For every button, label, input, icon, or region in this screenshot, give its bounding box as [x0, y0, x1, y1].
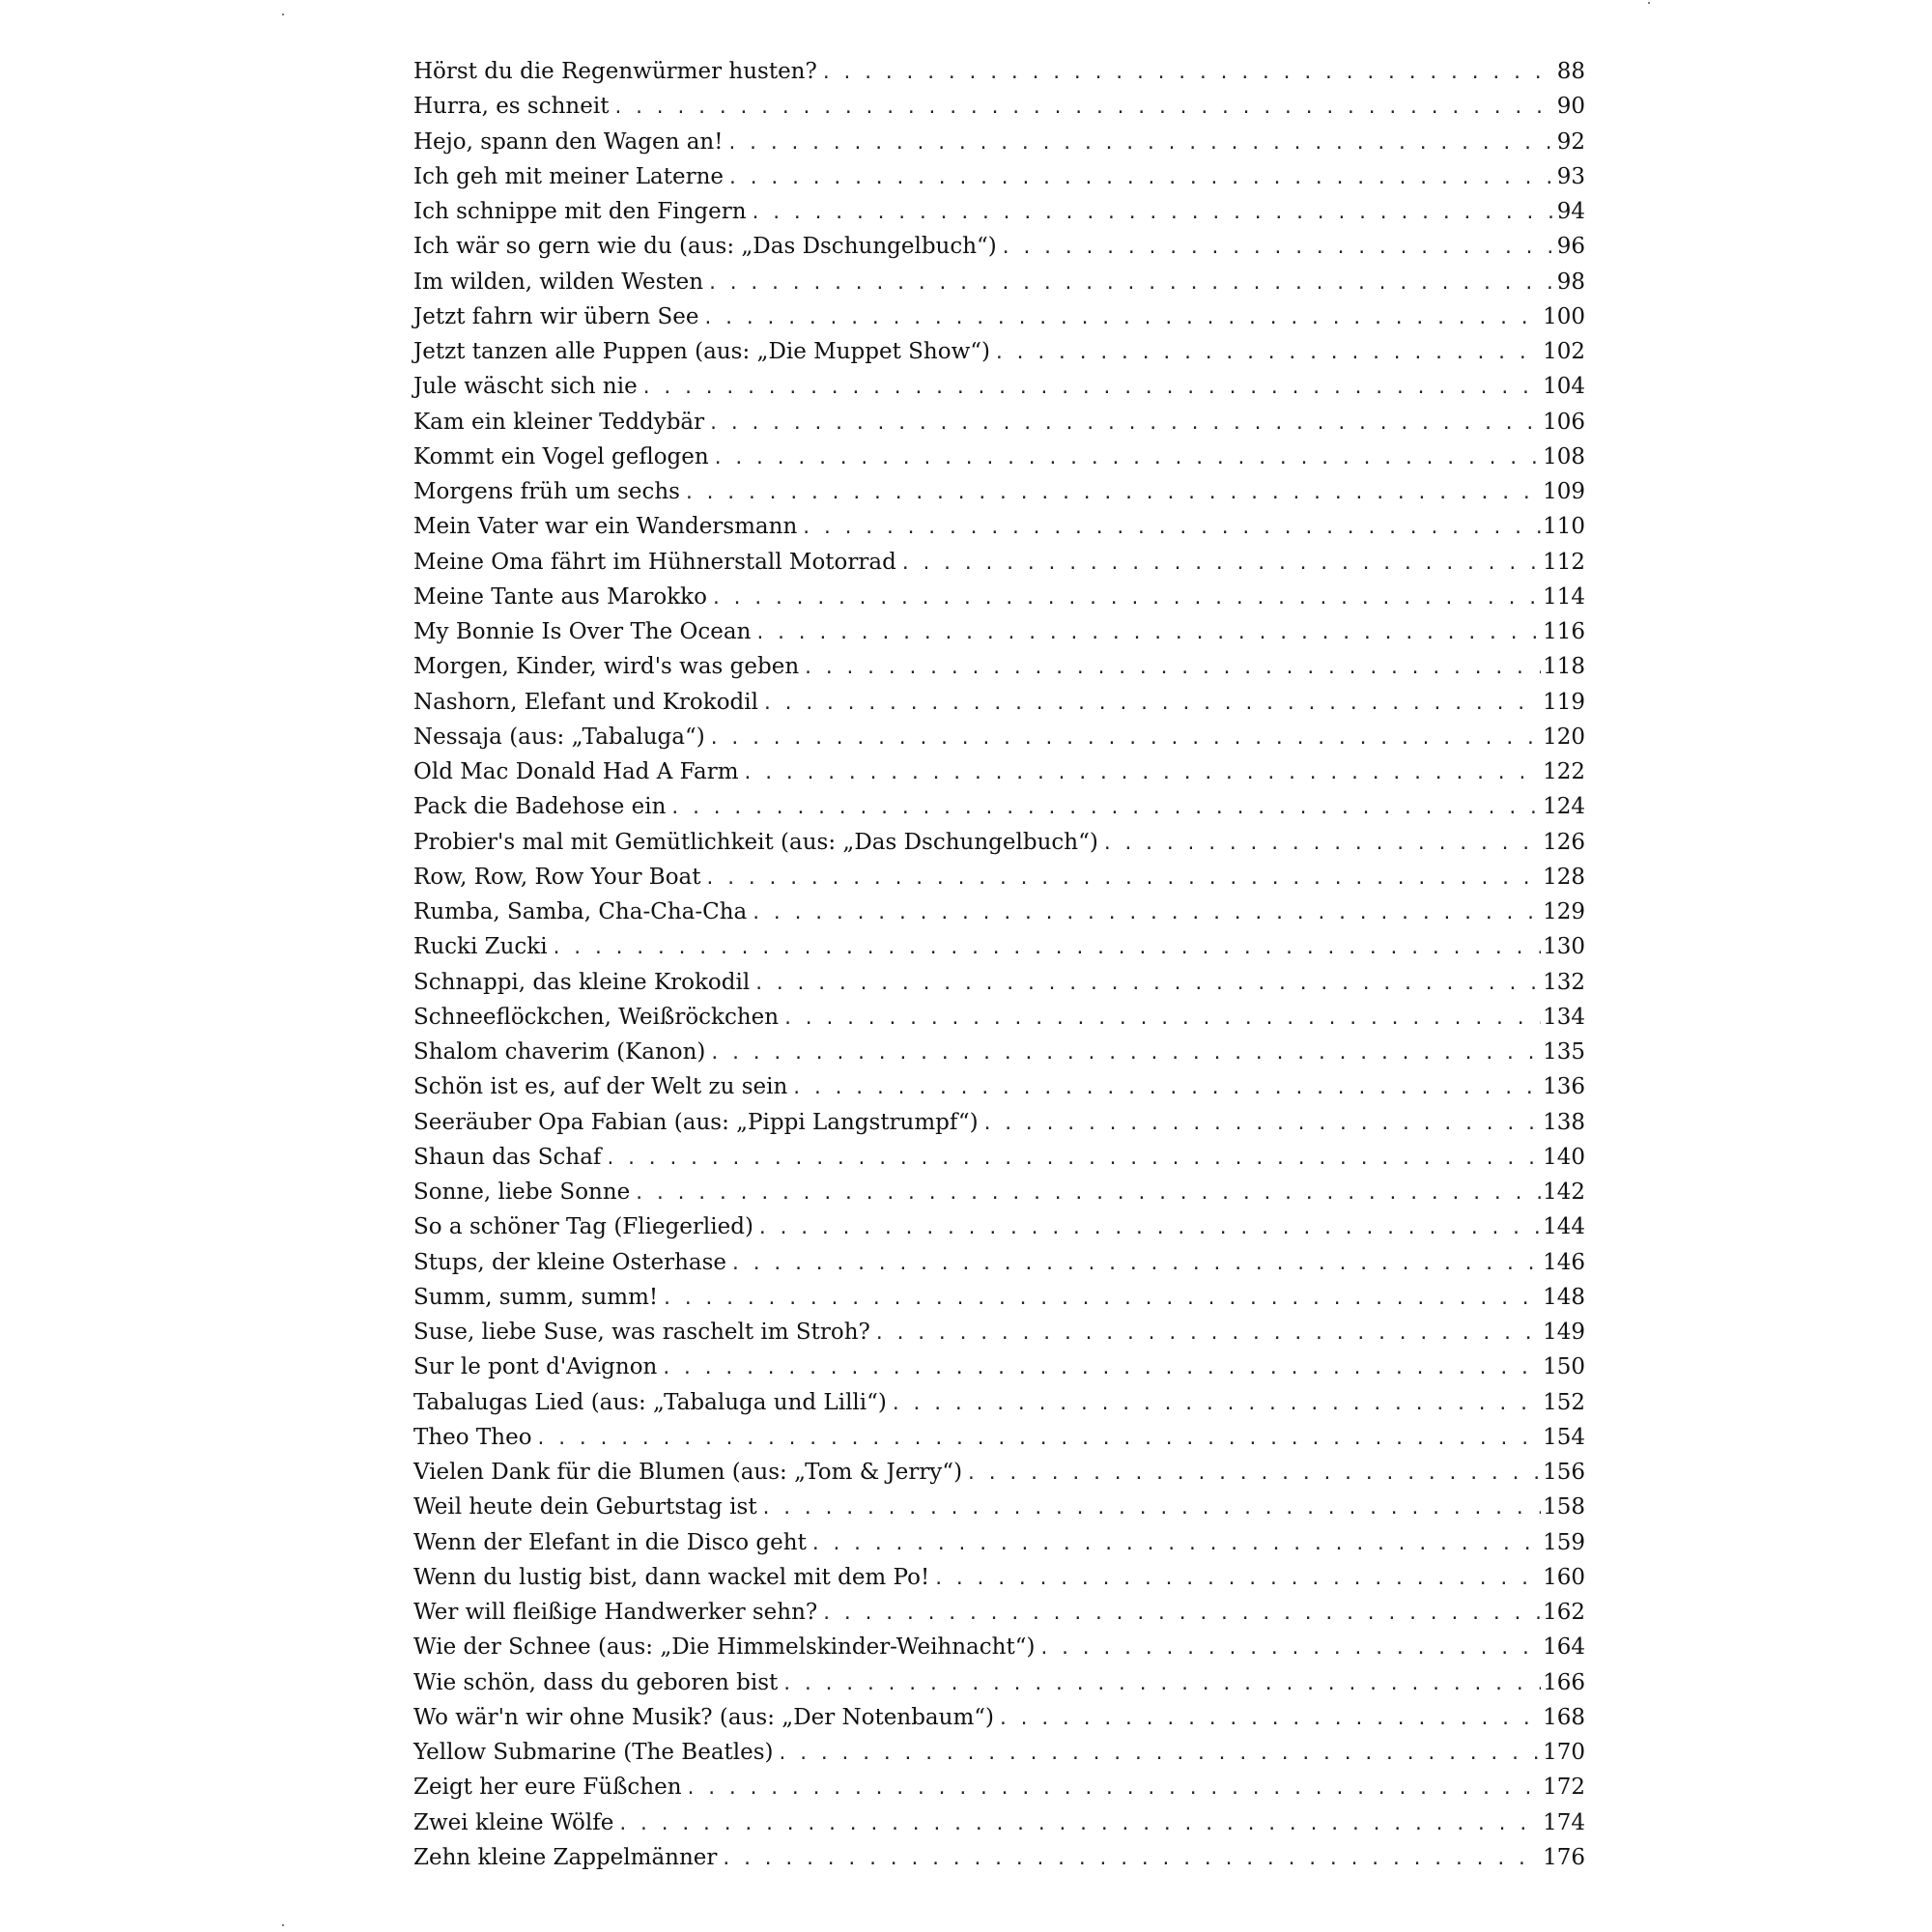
toc-dot-leader: [966, 1457, 1541, 1492]
toc-entry: [413, 649, 1585, 684]
toc-entry: [413, 1595, 1585, 1630]
toc-entry-page-number: 122: [1543, 759, 1585, 784]
toc-entry: [413, 1770, 1585, 1804]
toc-dot-leader: [669, 791, 1541, 826]
toc-entry-page-number: 138: [1543, 1109, 1585, 1135]
toc-entry: [413, 754, 1585, 789]
toc-entry-page-number: 98: [1556, 269, 1585, 295]
toc-entry-title: Schneeflöckchen, Weißröckchen: [413, 1004, 780, 1030]
toc-entry: [413, 1385, 1585, 1420]
toc-entry-page-number: 160: [1543, 1564, 1585, 1590]
toc-entry-page-number: 132: [1543, 969, 1585, 995]
toc-entry: [413, 929, 1585, 964]
toc-dot-leader: [994, 336, 1541, 371]
toc-entry-title: Wenn du lustig bist, dann wackel mit dem Po!: [413, 1564, 930, 1590]
toc-dot-leader: [791, 1071, 1541, 1106]
toc-dot-leader: [684, 476, 1541, 511]
toc-dot-leader: [726, 127, 1554, 161]
toc-dot-leader: [661, 1351, 1541, 1386]
toc-entry: [413, 1105, 1585, 1140]
toc-dot-leader: [705, 862, 1542, 896]
toc-entry-page-number: 142: [1543, 1179, 1585, 1205]
toc-dot-leader: [900, 547, 1541, 582]
toc-entry-title: Wenn der Elefant in die Disco geht: [413, 1529, 807, 1555]
toc-dot-leader: [703, 301, 1542, 336]
toc-dot-leader: [709, 1037, 1541, 1071]
toc-entry-title: Morgens früh um sechs: [413, 479, 680, 504]
toc-entry-page-number: 100: [1543, 303, 1585, 329]
toc-entry-page-number: 110: [1543, 514, 1585, 540]
toc-entry-title: Nashorn, Elefant und Krokodil: [413, 689, 758, 715]
toc-entry-title: Yellow Submarine (The Beatles): [413, 1740, 774, 1765]
toc-entry-page-number: 152: [1543, 1389, 1585, 1415]
toc-entry-page-number: 156: [1543, 1460, 1585, 1485]
toc-entry-title: Jetzt tanzen alle Puppen (aus: „Die Muppet Show“): [413, 339, 990, 364]
toc-entry: [413, 1315, 1585, 1350]
toc-entry-page-number: 124: [1543, 794, 1585, 820]
toc-dot-leader: [778, 1737, 1542, 1772]
crop-mark-top-left: [282, 14, 284, 15]
toc-entry-page-number: 104: [1543, 374, 1585, 400]
toc-entry-title: Wie schön, dass du geboren bist: [413, 1669, 779, 1695]
toc-entry-page-number: 158: [1543, 1494, 1585, 1520]
toc-dot-leader: [821, 1597, 1541, 1632]
table-of-contents: [413, 54, 1585, 1875]
toc-dot-leader: [891, 1387, 1541, 1422]
toc-entry-page-number: 149: [1543, 1320, 1585, 1345]
toc-entry-title: Wer will fleißige Handwerker sehn?: [413, 1600, 818, 1625]
toc-entry-page-number: 106: [1543, 409, 1585, 435]
toc-entry: [413, 1840, 1585, 1875]
toc-dot-leader: [536, 1422, 1542, 1457]
toc-dot-leader: [711, 582, 1541, 616]
toc-dot-leader: [727, 161, 1555, 196]
toc-entry-title: Zeigt her eure Füßchen: [413, 1775, 682, 1801]
toc-entry-title: Ich wär so gern wie du (aus: „Das Dschungelbuch“): [413, 234, 997, 260]
toc-entry-title: Hurra, es schneit: [413, 94, 610, 120]
toc-entry: [413, 825, 1585, 860]
toc-entry-page-number: 134: [1543, 1004, 1585, 1030]
toc-entry: [413, 685, 1585, 720]
toc-dot-leader: [751, 896, 1541, 931]
toc-entry: [413, 545, 1585, 580]
toc-entry: [413, 1209, 1585, 1244]
toc-entry: [413, 1665, 1585, 1700]
toc-entry: [413, 125, 1585, 159]
toc-entry: [413, 1525, 1585, 1560]
toc-entry: [413, 405, 1585, 440]
toc-entry-title: Old Mac Donald Had A Farm: [413, 759, 739, 784]
toc-entry-title: Hörst du die Regenwürmer husten?: [413, 59, 817, 84]
toc-entry-page-number: 154: [1543, 1424, 1585, 1450]
crop-mark-bottom-left: [282, 1924, 284, 1926]
toc-entry: [413, 895, 1585, 929]
toc-entry-page-number: 162: [1543, 1600, 1585, 1625]
toc-entry-title: Zehn kleine Zappelmänner: [413, 1844, 718, 1870]
toc-entry-title: Kommt ein Vogel geflogen: [413, 443, 709, 469]
toc-dot-leader: [803, 651, 1541, 686]
toc-entry: [413, 299, 1585, 334]
toc-entry-title: Meine Tante aus Marokko: [413, 583, 707, 610]
toc-dot-leader: [634, 1177, 1541, 1211]
toc-entry-title: Weil heute dein Geburtstag ist: [413, 1494, 757, 1520]
toc-entry-page-number: 140: [1543, 1144, 1585, 1170]
toc-entry: [413, 265, 1585, 299]
toc-dot-leader: [709, 722, 1541, 756]
toc-entry-page-number: 130: [1543, 934, 1585, 960]
toc-entry-page-number: 166: [1543, 1669, 1585, 1695]
toc-entry-title: Theo Theo: [413, 1424, 532, 1450]
toc-entry-title: Sur le pont d'Avignon: [413, 1354, 658, 1380]
toc-entry-title: Meine Oma fährt im Hühnerstall Motorrad: [413, 549, 896, 575]
toc-entry-page-number: 150: [1543, 1354, 1585, 1380]
toc-entry: [413, 1280, 1585, 1315]
toc-dot-leader: [810, 1527, 1541, 1562]
toc-entry-title: Suse, liebe Suse, was raschelt im Stroh?: [413, 1320, 870, 1345]
toc-entry-title: Rumba, Samba, Cha-Cha-Cha: [413, 899, 748, 924]
toc-entry: [413, 789, 1585, 824]
toc-entry-title: Mein Vater war ein Wandersmann: [413, 514, 798, 540]
toc-dot-leader: [1038, 1632, 1541, 1666]
toc-dot-leader: [874, 1317, 1541, 1351]
toc-entry-page-number: 170: [1543, 1740, 1585, 1765]
toc-entry: [413, 1490, 1585, 1524]
toc-dot-leader: [612, 91, 1554, 126]
toc-entry-page-number: 176: [1543, 1844, 1585, 1870]
toc-entry-page-number: 135: [1543, 1039, 1585, 1065]
toc-entry-page-number: 116: [1543, 619, 1585, 644]
toc-entry-page-number: 129: [1543, 899, 1585, 924]
toc-entry: [413, 1560, 1585, 1595]
toc-entry-page-number: 118: [1543, 654, 1585, 680]
toc-entry-title: Summ, summ, summ!: [413, 1284, 659, 1310]
toc-entry-title: Nessaja (aus: „Tabaluga“): [413, 724, 705, 750]
toc-entry-page-number: 164: [1543, 1634, 1585, 1661]
toc-entry-page-number: 146: [1543, 1249, 1585, 1275]
toc-entry: [413, 1735, 1585, 1770]
toc-dot-leader: [1001, 231, 1555, 266]
toc-dot-leader: [552, 931, 1542, 966]
toc-entry-page-number: 159: [1543, 1529, 1585, 1555]
toc-dot-leader: [753, 967, 1541, 1002]
toc-entry-title: Ich schnippe mit den Fingern: [413, 199, 747, 224]
toc-dot-leader: [708, 407, 1541, 441]
toc-entry: [413, 334, 1585, 369]
toc-entry-page-number: 136: [1543, 1074, 1585, 1100]
toc-entry: [413, 1805, 1585, 1840]
toc-dot-leader: [751, 196, 1555, 231]
toc-entry-title: Wie der Schnee (aus: „Die Himmelskinder-Weihnacht“): [413, 1634, 1036, 1661]
toc-entry-page-number: 148: [1543, 1284, 1585, 1310]
toc-entry-title: Rucki Zucki: [413, 934, 548, 960]
toc-dot-leader: [933, 1562, 1541, 1597]
toc-dot-leader: [762, 687, 1541, 722]
toc-dot-leader: [686, 1772, 1542, 1806]
toc-entry-title: Tabalugas Lied (aus: „Tabaluga und Lilli“): [413, 1389, 887, 1415]
toc-entry: [413, 1035, 1585, 1069]
toc-entry: [413, 1245, 1585, 1280]
toc-dot-leader: [713, 441, 1541, 476]
toc-entry: [413, 229, 1585, 264]
toc-dot-leader: [754, 616, 1541, 651]
toc-dot-leader: [605, 1142, 1541, 1177]
crop-mark-top-right: [1648, 2, 1650, 4]
toc-entry-title: Zwei kleine Wölfe: [413, 1809, 614, 1835]
toc-entry-title: Hejo, spann den Wagen an!: [413, 128, 724, 155]
toc-entry-title: Stups, der kleine Osterhase: [413, 1249, 727, 1275]
toc-entry-page-number: 96: [1556, 234, 1585, 260]
toc-entry: [413, 1000, 1585, 1035]
toc-entry: [413, 474, 1585, 509]
toc-entry: [413, 509, 1585, 544]
toc-entry-page-number: 168: [1543, 1704, 1585, 1730]
toc-entry: [413, 965, 1585, 1000]
toc-entry-page-number: 112: [1543, 549, 1585, 575]
toc-entry: [413, 1175, 1585, 1209]
toc-entry-page-number: 174: [1543, 1809, 1585, 1835]
toc-entry-title: Probier's mal mit Gemütlichkeit (aus: „Das Dschungelbuch“): [413, 829, 1098, 855]
toc-entry-page-number: 144: [1543, 1214, 1585, 1240]
toc-entry: [413, 194, 1585, 229]
toc-dot-leader: [707, 267, 1555, 301]
toc-entry: [413, 1630, 1585, 1664]
toc-entry-page-number: 88: [1556, 59, 1585, 84]
toc-entry-title: Pack die Badehose ein: [413, 794, 667, 820]
toc-entry-title: Jule wäscht sich nie: [413, 374, 638, 400]
toc-entry-title: Schnappi, das kleine Krokodil: [413, 969, 751, 995]
toc-entry-page-number: 128: [1543, 864, 1585, 890]
toc-entry-page-number: 120: [1543, 724, 1585, 750]
toc-entry-title: My Bonnie Is Over The Ocean: [413, 619, 752, 644]
toc-entry: [413, 1350, 1585, 1384]
toc-dot-leader: [730, 1247, 1541, 1282]
toc-entry: [413, 440, 1585, 474]
toc-entry: [413, 580, 1585, 614]
toc-dot-leader: [782, 1002, 1541, 1037]
toc-entry: [413, 1420, 1585, 1455]
toc-entry-title: Seeräuber Opa Fabian (aus: „Pippi Langstrumpf“): [413, 1109, 979, 1135]
toc-entry-page-number: 102: [1543, 339, 1585, 364]
toc-dot-leader: [617, 1807, 1541, 1842]
toc-entry-title: Ich geh mit meiner Laterne: [413, 163, 724, 189]
toc-dot-leader: [801, 511, 1541, 546]
toc-entry-title: So a schöner Tag (Fliegerlied): [413, 1214, 753, 1240]
toc-entry-title: Wo wär'n wir ohne Musik? (aus: „Der Notenbaum“): [413, 1704, 994, 1730]
toc-entry-title: Sonne, liebe Sonne: [413, 1179, 631, 1205]
toc-entry: [413, 1140, 1585, 1175]
toc-entry: [413, 1700, 1585, 1735]
toc-entry-title: Kam ein kleiner Teddybär: [413, 409, 705, 435]
toc-entry: [413, 614, 1585, 649]
toc-entry-page-number: 119: [1543, 689, 1585, 715]
toc-entry: [413, 369, 1585, 404]
toc-entry-page-number: 92: [1556, 128, 1585, 155]
toc-entry-title: Jetzt fahrn wir übern See: [413, 303, 699, 329]
toc-entry: [413, 720, 1585, 754]
toc-entry: [413, 89, 1585, 124]
toc-entry: [413, 860, 1585, 895]
toc-entry: [413, 1069, 1585, 1104]
toc-dot-leader: [721, 1842, 1541, 1877]
toc-entry-title: Schön ist es, auf der Welt zu sein: [413, 1074, 788, 1100]
toc-entry-page-number: 93: [1556, 163, 1585, 189]
toc-entry-page-number: 126: [1543, 829, 1585, 855]
toc-entry-title: Row, Row, Row Your Boat: [413, 864, 701, 890]
toc-dot-leader: [757, 1211, 1541, 1246]
toc-dot-leader: [743, 756, 1542, 791]
toc-entry-page-number: 172: [1543, 1775, 1585, 1801]
toc-entry-title: Shalom chaverim (Kanon): [413, 1039, 706, 1065]
toc-entry-page-number: 94: [1556, 199, 1585, 224]
toc-entry: [413, 1455, 1585, 1490]
toc-dot-leader: [761, 1492, 1542, 1526]
toc-entry-page-number: 109: [1543, 479, 1585, 504]
toc-entry-page-number: 108: [1543, 443, 1585, 469]
toc-dot-leader: [998, 1702, 1541, 1737]
toc-dot-leader: [641, 371, 1541, 406]
toc-dot-leader: [821, 56, 1555, 91]
toc-dot-leader: [982, 1107, 1542, 1142]
toc-entry-page-number: 90: [1556, 94, 1585, 120]
toc-entry: [413, 159, 1585, 194]
toc-dot-leader: [781, 1667, 1541, 1702]
toc-entry-title: Vielen Dank für die Blumen (aus: „Tom & Jerry“): [413, 1460, 963, 1485]
toc-dot-leader: [1102, 827, 1541, 862]
toc-entry-page-number: 114: [1543, 583, 1585, 610]
toc-entry-title: Im wilden, wilden Westen: [413, 269, 704, 295]
toc-entry-title: Shaun das Schaf: [413, 1144, 602, 1170]
toc-entry-title: Morgen, Kinder, wird's was geben: [413, 654, 800, 680]
toc-dot-leader: [662, 1282, 1541, 1317]
toc-entry: [413, 54, 1585, 89]
